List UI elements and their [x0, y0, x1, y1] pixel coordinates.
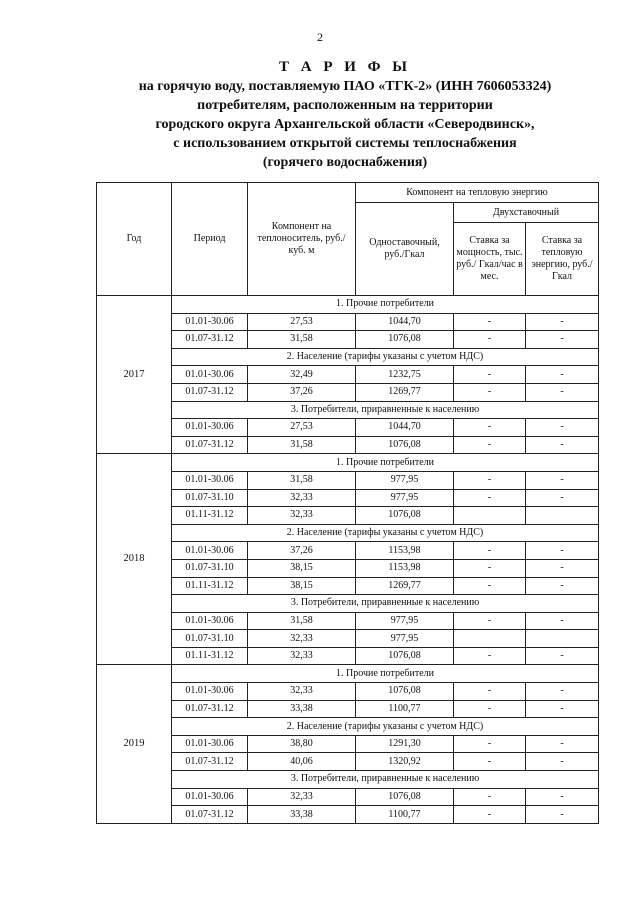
single-rate-cell: 977,95 — [356, 471, 454, 489]
title-line-6: (горячего водоснабжения) — [262, 155, 428, 170]
carrier-cell: 31,58 — [248, 331, 356, 349]
period-cell: 01.07-31.10 — [172, 630, 248, 648]
capacity-rate-cell: - — [454, 313, 526, 331]
header-year: Год — [97, 183, 172, 296]
single-rate-cell: 1100,77 — [356, 700, 454, 718]
period-cell: 01.11-31.12 — [172, 647, 248, 665]
header-period: Период — [172, 183, 248, 296]
table-row — [97, 630, 599, 648]
capacity-rate-cell: - — [454, 700, 526, 718]
table-row — [97, 313, 599, 331]
table-row — [97, 577, 599, 595]
carrier-cell: 32,33 — [248, 489, 356, 507]
page-number: 2 — [317, 30, 323, 44]
carrier-cell: 32,33 — [248, 630, 356, 648]
header-capacity-rate: Ставка за мощность, тыс. руб./ Гкал/час в мес. — [454, 223, 526, 296]
energy-rate-cell: - — [526, 419, 599, 437]
energy-rate-cell: - — [526, 436, 599, 454]
section-row — [97, 771, 599, 789]
title-line-1: Т А Р И Ф Ы — [278, 59, 412, 75]
header-single-rate: Одноставочный, руб./Гкал — [356, 203, 454, 296]
period-cell: 01.07-31.12 — [172, 383, 248, 401]
table-row — [97, 471, 599, 489]
period-cell: 01.01-30.06 — [172, 419, 248, 437]
table-row — [97, 489, 599, 507]
section-row — [97, 401, 599, 419]
energy-rate-cell: - — [526, 559, 599, 577]
capacity-rate-cell: - — [454, 753, 526, 771]
section-title: 3. Потребители, приравненные к населению — [172, 595, 599, 613]
period-cell: 01.01-30.06 — [172, 313, 248, 331]
table-row — [97, 436, 599, 454]
capacity-rate-cell: - — [454, 331, 526, 349]
header-carrier: Компонент на теплоноситель, руб./куб. м — [248, 183, 356, 296]
capacity-rate-cell: - — [454, 559, 526, 577]
energy-rate-cell — [526, 507, 599, 525]
capacity-rate-cell — [454, 630, 526, 648]
capacity-rate-cell: - — [454, 612, 526, 630]
capacity-rate-cell: - — [454, 788, 526, 806]
header-energy-group: Компонент на тепловую энергию — [356, 183, 599, 203]
energy-rate-cell: - — [526, 700, 599, 718]
period-cell: 01.11-31.12 — [172, 507, 248, 525]
year-cell: 2019 — [97, 665, 172, 823]
energy-rate-cell: - — [526, 683, 599, 701]
energy-rate-cell: - — [526, 313, 599, 331]
capacity-rate-cell: - — [454, 436, 526, 454]
capacity-rate-cell — [454, 507, 526, 525]
section-title: 1. Прочие потребители — [172, 296, 599, 314]
single-rate-cell: 1044,70 — [356, 419, 454, 437]
carrier-cell: 32,33 — [248, 647, 356, 665]
energy-rate-cell: - — [526, 612, 599, 630]
carrier-cell: 37,26 — [248, 542, 356, 560]
period-cell: 01.11-31.12 — [172, 577, 248, 595]
section-row — [97, 718, 599, 736]
capacity-rate-cell: - — [454, 383, 526, 401]
single-rate-cell: 1076,08 — [356, 507, 454, 525]
capacity-rate-cell: - — [454, 366, 526, 384]
carrier-cell: 38,15 — [248, 577, 356, 595]
year-cell: 2017 — [97, 296, 172, 454]
table-row — [97, 331, 599, 349]
tariffs-table — [96, 182, 599, 824]
energy-rate-cell: - — [526, 331, 599, 349]
capacity-rate-cell: - — [454, 647, 526, 665]
single-rate-cell: 1232,75 — [356, 366, 454, 384]
single-rate-cell: 1076,08 — [356, 788, 454, 806]
table-row — [97, 612, 599, 630]
period-cell: 01.07-31.12 — [172, 436, 248, 454]
single-rate-cell: 977,95 — [356, 489, 454, 507]
title-line-5: с использованием открытой системы теплоснабжения — [173, 136, 517, 151]
carrier-cell: 32,49 — [248, 366, 356, 384]
single-rate-cell: 1076,08 — [356, 331, 454, 349]
section-row — [97, 665, 599, 683]
table-row — [97, 647, 599, 665]
period-cell: 01.01-30.06 — [172, 366, 248, 384]
energy-rate-cell: - — [526, 366, 599, 384]
period-cell: 01.01-30.06 — [172, 683, 248, 701]
single-rate-cell: 1076,08 — [356, 647, 454, 665]
carrier-cell: 27,53 — [248, 419, 356, 437]
energy-rate-cell: - — [526, 788, 599, 806]
section-title: 2. Население (тарифы указаны с учетом НДС) — [172, 718, 599, 736]
energy-rate-cell: - — [526, 489, 599, 507]
section-row — [97, 348, 599, 366]
carrier-cell: 27,53 — [248, 313, 356, 331]
table-row — [97, 507, 599, 525]
single-rate-cell: 1153,98 — [356, 542, 454, 560]
table-row — [97, 753, 599, 771]
section-title: 3. Потребители, приравненные к населению — [172, 771, 599, 789]
table-row — [97, 683, 599, 701]
capacity-rate-cell: - — [454, 542, 526, 560]
energy-rate-cell: - — [526, 753, 599, 771]
document-title — [60, 58, 630, 172]
single-rate-cell: 1076,08 — [356, 683, 454, 701]
table-row — [97, 419, 599, 437]
period-cell: 01.01-30.06 — [172, 735, 248, 753]
energy-rate-cell: - — [526, 647, 599, 665]
carrier-cell: 40,06 — [248, 753, 356, 771]
carrier-cell: 37,26 — [248, 383, 356, 401]
carrier-cell: 31,58 — [248, 471, 356, 489]
carrier-cell: 31,58 — [248, 612, 356, 630]
period-cell: 01.01-30.06 — [172, 788, 248, 806]
table-row — [97, 366, 599, 384]
section-row — [97, 296, 599, 314]
capacity-rate-cell: - — [454, 419, 526, 437]
single-rate-cell: 1269,77 — [356, 383, 454, 401]
single-rate-cell: 1076,08 — [356, 436, 454, 454]
energy-rate-cell: - — [526, 471, 599, 489]
single-rate-cell: 1044,70 — [356, 313, 454, 331]
capacity-rate-cell: - — [454, 683, 526, 701]
table-row — [97, 788, 599, 806]
title-line-2: на горячую воду, поставляемую ПАО «ТГК-2» (ИНН 7606053324) — [138, 79, 552, 94]
table-row — [97, 383, 599, 401]
period-cell: 01.07-31.10 — [172, 559, 248, 577]
section-title: 1. Прочие потребители — [172, 454, 599, 472]
single-rate-cell: 1100,77 — [356, 806, 454, 824]
carrier-cell: 33,38 — [248, 806, 356, 824]
header-energy-rate: Ставка за тепловую энергию, руб./Гкал — [526, 223, 599, 296]
title-line-4: городского округа Архангельской области «Северодвинск», — [155, 117, 535, 132]
period-cell: 01.07-31.10 — [172, 489, 248, 507]
section-title: 3. Потребители, приравненные к населению — [172, 401, 599, 419]
capacity-rate-cell: - — [454, 471, 526, 489]
energy-rate-cell: - — [526, 735, 599, 753]
period-cell: 01.07-31.12 — [172, 806, 248, 824]
section-row — [97, 454, 599, 472]
energy-rate-cell — [526, 630, 599, 648]
carrier-cell: 38,80 — [248, 735, 356, 753]
table-row — [97, 559, 599, 577]
energy-rate-cell: - — [526, 577, 599, 595]
period-cell: 01.07-31.12 — [172, 331, 248, 349]
carrier-cell: 32,33 — [248, 683, 356, 701]
section-row — [97, 595, 599, 613]
capacity-rate-cell: - — [454, 806, 526, 824]
carrier-cell: 32,33 — [248, 788, 356, 806]
single-rate-cell: 977,95 — [356, 630, 454, 648]
carrier-cell: 38,15 — [248, 559, 356, 577]
period-cell: 01.01-30.06 — [172, 542, 248, 560]
table-row — [97, 700, 599, 718]
single-rate-cell: 1320,92 — [356, 753, 454, 771]
capacity-rate-cell: - — [454, 577, 526, 595]
single-rate-cell: 1153,98 — [356, 559, 454, 577]
section-title: 2. Население (тарифы указаны с учетом НДС) — [172, 348, 599, 366]
energy-rate-cell: - — [526, 806, 599, 824]
table-row — [97, 542, 599, 560]
period-cell: 01.01-30.06 — [172, 612, 248, 630]
section-title: 2. Население (тарифы указаны с учетом НДС) — [172, 524, 599, 542]
section-row — [97, 524, 599, 542]
carrier-cell: 31,58 — [248, 436, 356, 454]
year-cell: 2018 — [97, 454, 172, 665]
single-rate-cell: 977,95 — [356, 612, 454, 630]
energy-rate-cell: - — [526, 383, 599, 401]
capacity-rate-cell: - — [454, 489, 526, 507]
energy-rate-cell: - — [526, 542, 599, 560]
header-two-rate: Двухставочный — [454, 203, 599, 223]
carrier-cell: 32,33 — [248, 507, 356, 525]
section-title: 1. Прочие потребители — [172, 665, 599, 683]
period-cell: 01.07-31.12 — [172, 700, 248, 718]
single-rate-cell: 1291,30 — [356, 735, 454, 753]
single-rate-cell: 1269,77 — [356, 577, 454, 595]
period-cell: 01.07-31.12 — [172, 753, 248, 771]
carrier-cell: 33,38 — [248, 700, 356, 718]
period-cell: 01.01-30.06 — [172, 471, 248, 489]
table-row — [97, 735, 599, 753]
table-row — [97, 806, 599, 824]
capacity-rate-cell: - — [454, 735, 526, 753]
title-line-3: потребителям, расположенным на территории — [197, 98, 493, 113]
